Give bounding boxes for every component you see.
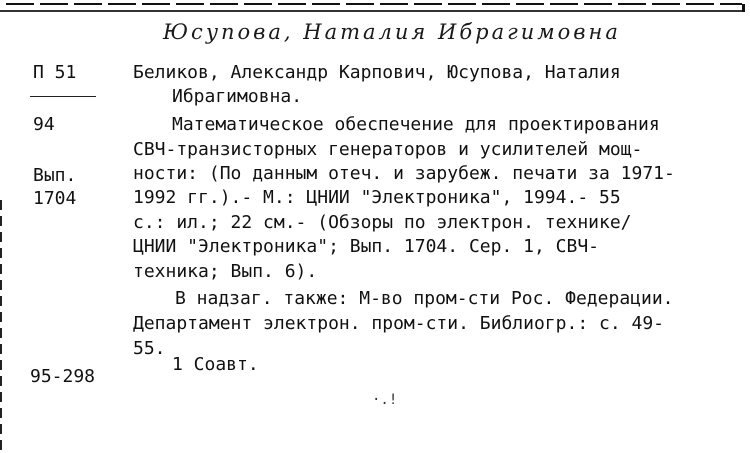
shelf-mark-line-1: П 51 xyxy=(33,62,77,83)
entry-line-6: 1992 гг.).- М.: ЦНИИ "Электроника", 1994.- 55 xyxy=(133,187,621,208)
entry-line-3: Математическое обеспечение для проектирования xyxy=(172,114,660,135)
inventory-number: 95-298 xyxy=(30,366,96,387)
card-top-edge xyxy=(6,3,742,5)
entry-line-1: Беликов, Александр Карпович, Юсупова, Наталия xyxy=(133,62,621,83)
entry-line-10: В надзаг. также: М-во пром-сти Рос. Федерации. xyxy=(175,288,674,309)
shelf-mark-rule xyxy=(30,96,96,97)
entry-line-7: с.: ил.; 22 см.- (Обзоры по электрон. технике/ xyxy=(133,212,632,233)
entry-line-8: ЦНИИ "Электроника"; Вып. 1704. Сер. 1, СВЧ- xyxy=(133,236,599,257)
entry-line-9: техника; Вып. 6). xyxy=(133,261,318,282)
entry-line-2: Ибрагимовна. xyxy=(172,86,303,107)
shelf-mark-line-4: 1704 xyxy=(33,188,77,209)
entry-line-13: 1 Соавт. xyxy=(172,354,259,375)
entry-line-5: ности: (По данным отеч. и зарубеж. печати за 1971- xyxy=(133,163,675,184)
shelf-mark-line-2: 94 xyxy=(33,114,55,135)
handwritten-heading: Юсупова, Наталия Ибрагимовна xyxy=(163,20,621,44)
entry-line-4: СВЧ-транзисторных генераторов и усилителей мощ- xyxy=(133,139,643,160)
card-left-edge xyxy=(0,200,2,450)
card-corner-mark xyxy=(742,4,745,12)
entry-line-11: Департамент электрон. пром-сти. Библиогр.: с. 49- xyxy=(133,313,665,334)
shelf-mark-line-3: Вып. xyxy=(33,165,77,186)
card-top-border xyxy=(0,10,742,12)
stray-mark: ·.! xyxy=(372,392,398,408)
entry-line-12: 55. xyxy=(133,338,166,359)
